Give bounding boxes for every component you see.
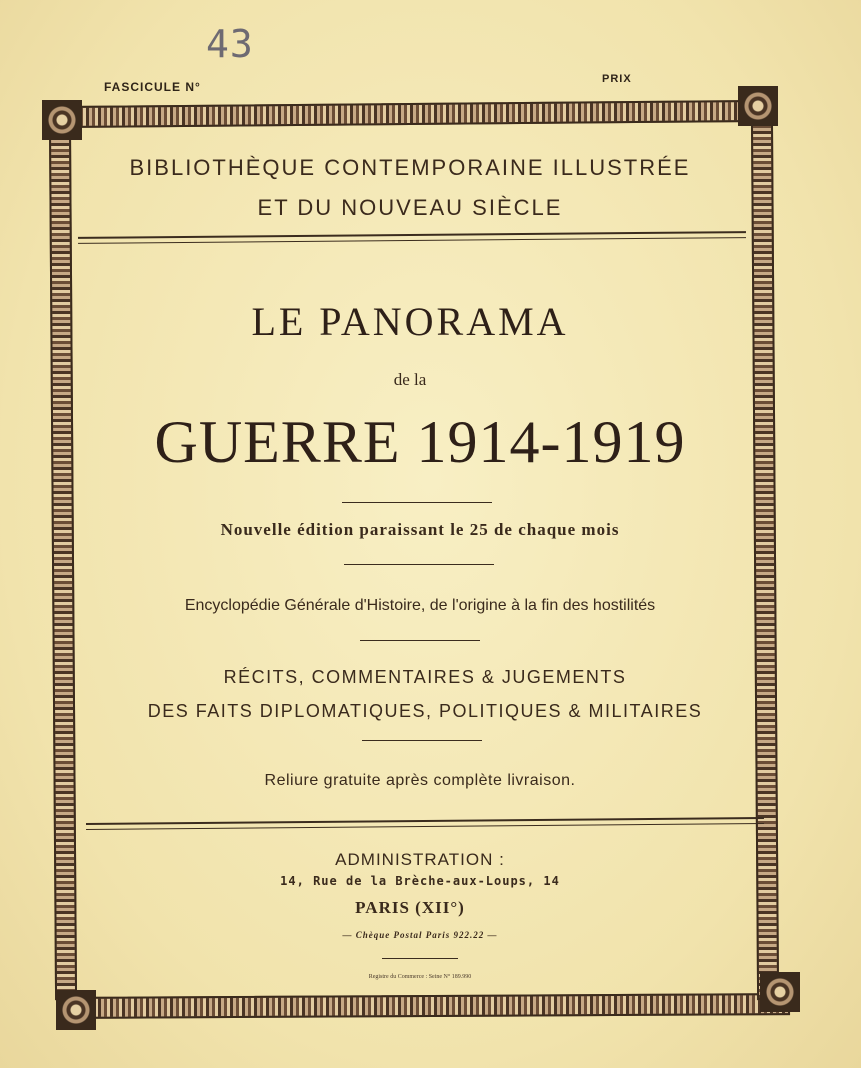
border-bottom [72,993,790,1019]
fascicule-label: FASCICULE N° [104,80,201,94]
library-name-line2: ET DU NOUVEAU SIÈCLE [257,195,563,220]
title-panorama: LE PANORAMA [251,299,569,344]
corner-ornament-bottom-right [760,972,800,1012]
encyclopedia-line: Encyclopédie Générale d'Histoire, de l'origine à la fin des hostilités [184,597,656,614]
recits-line1: RÉCITS, COMMENTAIRES & JUGEMENTS [223,667,627,687]
administration-address: 14, Rue de la Brèche-aux-Loups, 14 [280,874,560,888]
divider-double-bottom [86,817,764,830]
library-name-line1: BIBLIOTHÈQUE CONTEMPORAINE ILLUSTRÉE [129,155,691,180]
administration-label: ADMINISTRATION : [335,850,505,869]
corner-ornament-top-left [42,100,82,140]
cheque-postal: — Chèque Postal Paris 922.22 — [342,930,498,940]
divider-short [360,640,480,641]
border-left [49,120,77,1000]
divider-double-top [78,231,746,244]
subtitle: Nouvelle édition paraissant le 25 de chaque mois [220,520,620,539]
administration-city: PARIS (XII°) [355,898,465,917]
border-right [751,110,779,1000]
border-top [60,100,760,128]
divider-short [382,958,458,959]
divider-short [344,564,494,565]
title-guerre: GUERRE 1914-1919 [154,409,686,475]
divider-short [362,740,482,741]
prix-label: PRIX [602,73,632,85]
corner-ornament-top-right [738,86,778,126]
recits-line2: DES FAITS DIPLOMATIQUES, POLITIQUES & MILITAIRES [147,701,703,721]
registre-commerce: Registre du Commerce : Seine N° 189.990 [368,974,472,980]
divider-short [342,502,492,503]
corner-ornament-bottom-left [56,990,96,1030]
reliure-line: Reliure gratuite après complète livraison. [264,772,576,789]
title-de-la: de la [393,370,427,389]
handwritten-number: 43 [206,22,254,66]
